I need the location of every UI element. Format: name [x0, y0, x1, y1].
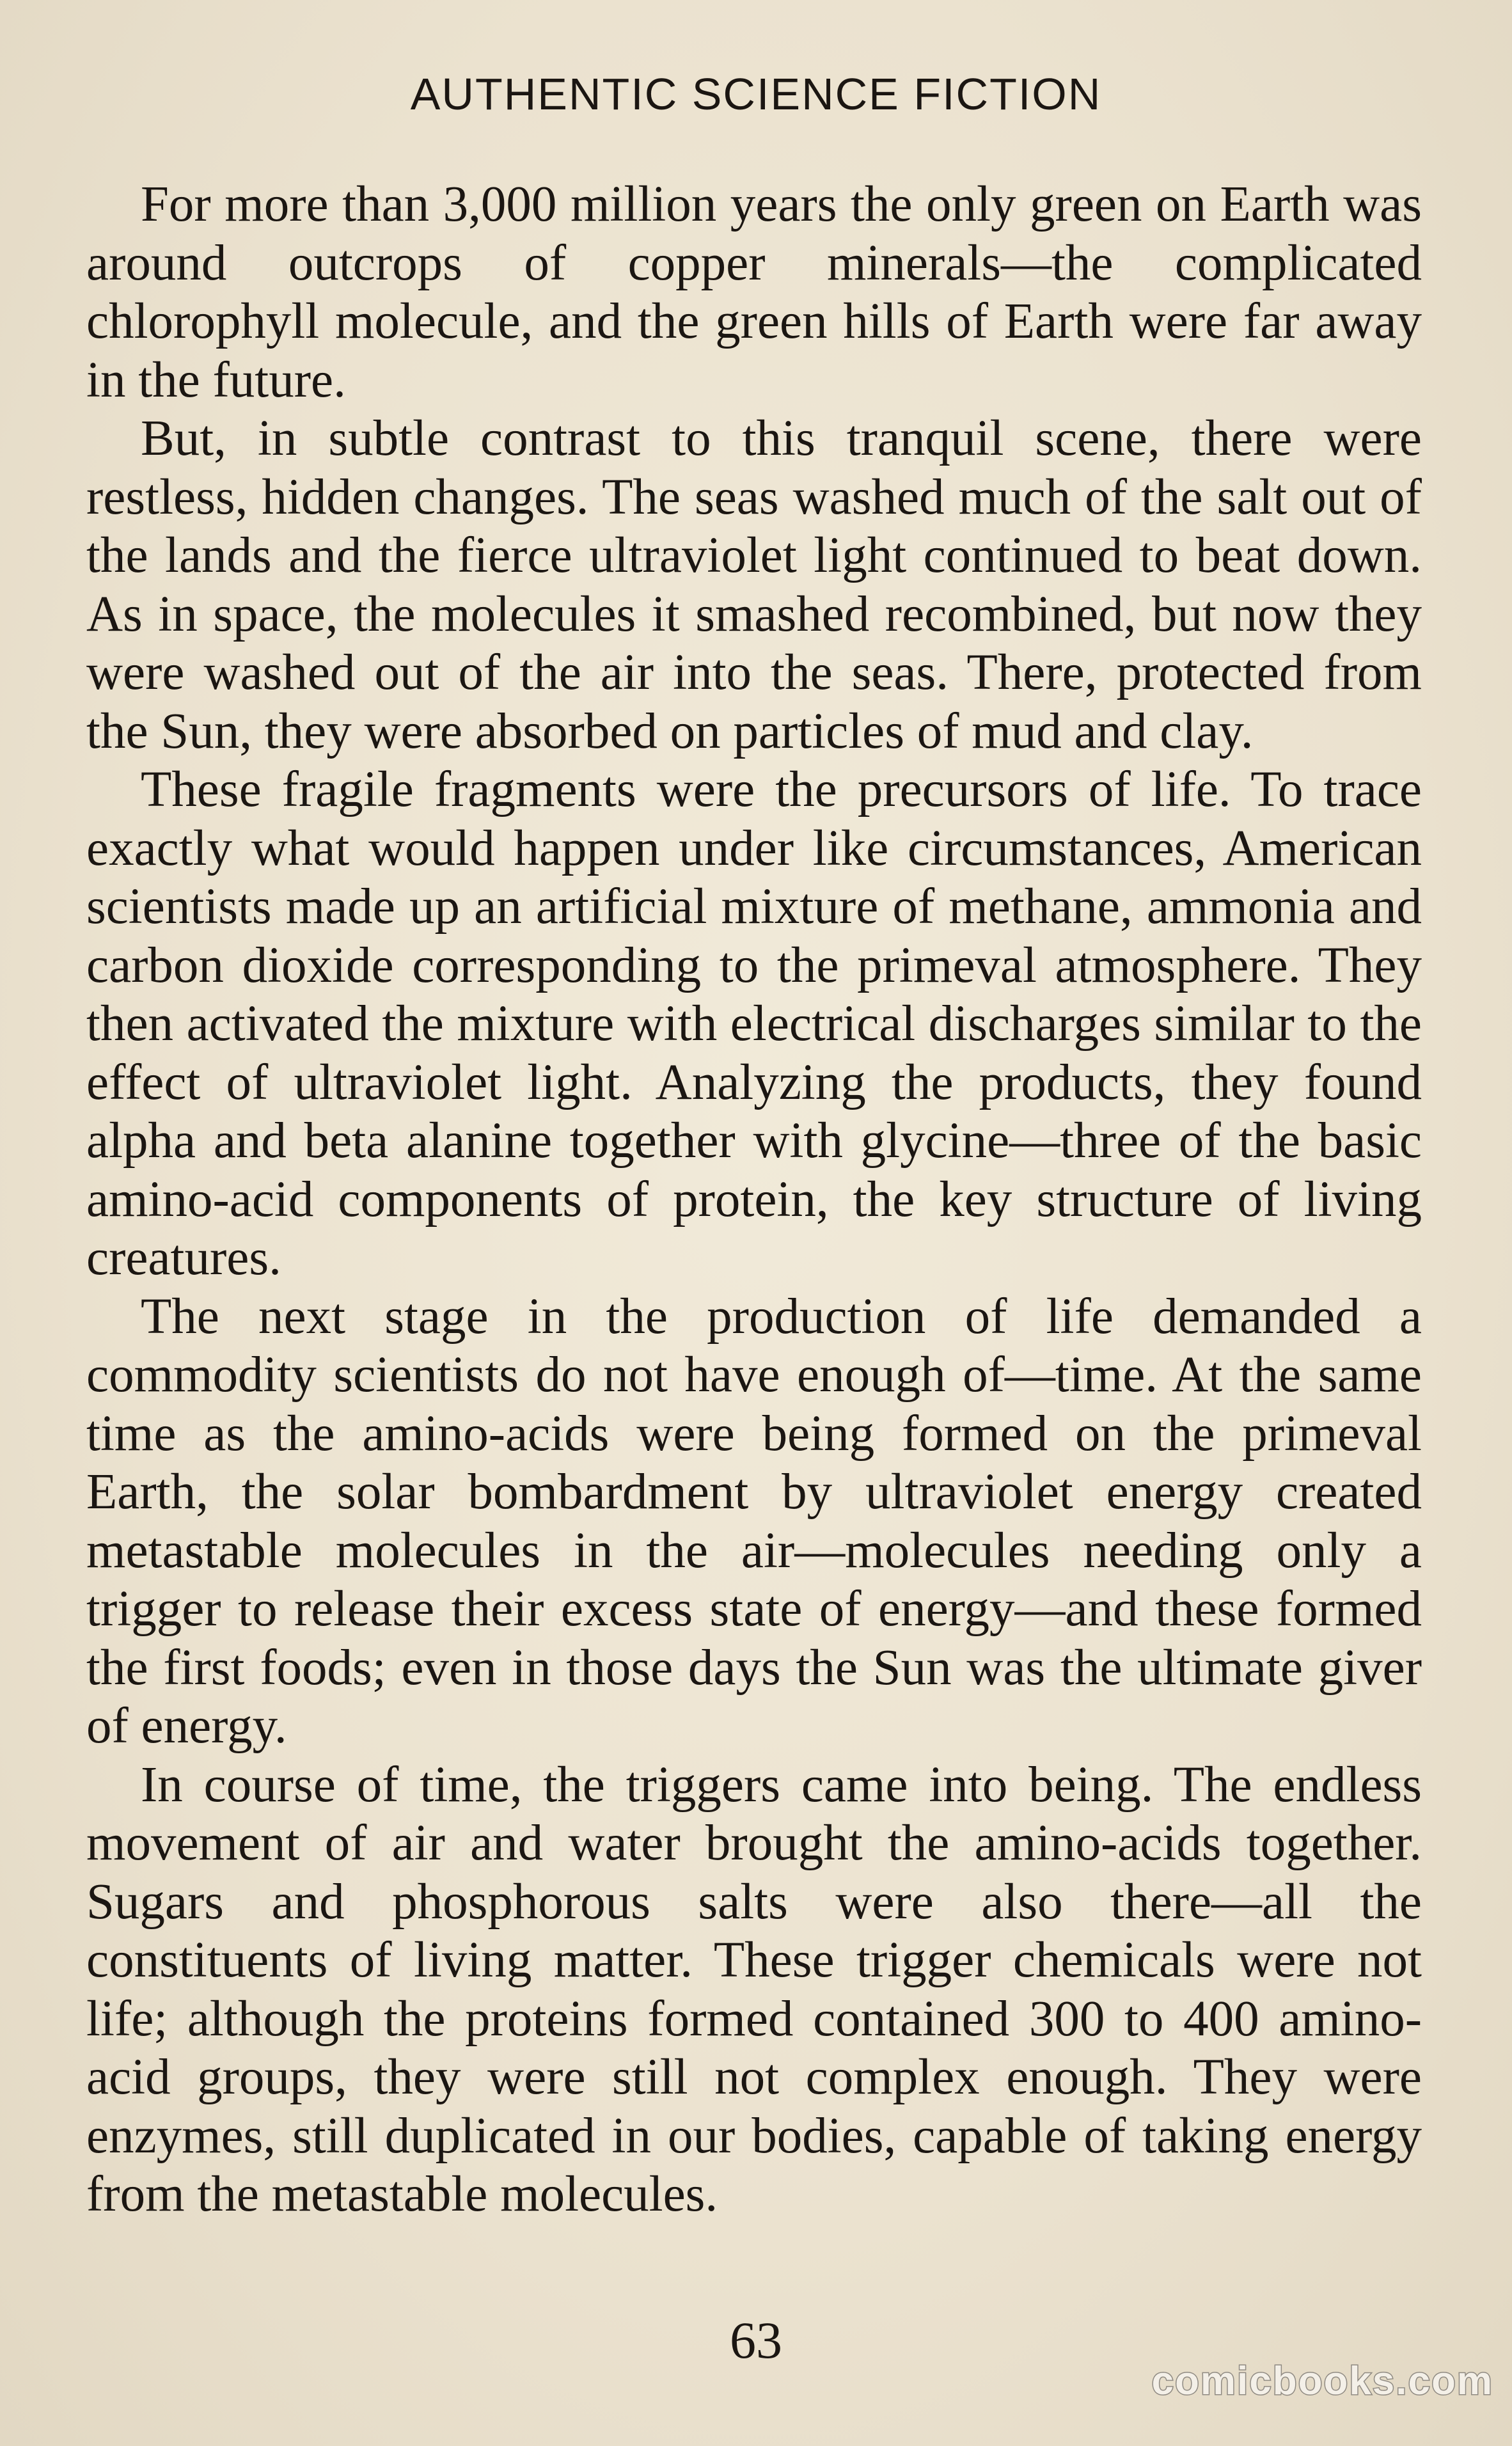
body-text	[86, 175, 1422, 2224]
paragraph-1: For more than 3,000 million years the only green on Earth was around outcrops of copper minerals—the complicated chlorophyll molecule, and the green hills of Earth were far away in the future.	[86, 177, 1422, 408]
paragraph-2: But, in subtle contrast to this tranquil scene, there were restless, hidden changes. The seas washed much of the salt out of the lands and the fierce ultraviolet light continued to beat down. As in space, the molecules it smashed recombined, but now they were washed out of the air into the seas. There, protected from the Sun, they were absorbed on particles of mud and clay.	[86, 411, 1422, 759]
paragraph-3: These fragile fragments were the precursors of life. To trace exactly what would happen under like circumstances, American scientists made up an artificial mixture of methane, ammonia and carbon dioxide corresponding to the primeval atmosphere. They then activated the mixture with electrical discharges similar to the effect of ultraviolet light. Analyzing the products, they found alpha and beta alanine together with glycine—three of the basic amino-acid components of protein, the key structure of living creatures.	[86, 762, 1422, 1286]
paragraph-4: The next stage in the production of life demanded a commodity scientists do not have enough of—time. At the same time as the amino-acids were being formed on the primeval Earth, the solar bombardment by ultraviolet energy created metastable molecules in the air—molecules needing only a trigger to release their excess state of energy—and these formed the first foods; even in those days the Sun was the ultimate giver of energy.	[86, 1288, 1422, 1754]
running-header: AUTHENTIC SCIENCE FICTION	[410, 69, 1102, 119]
watermark-logo: comicbooks.com	[1151, 2359, 1493, 2403]
page-number: 63	[730, 2311, 782, 2369]
paragraph-5: In course of time, the triggers came into being. The endless movement of air and water brought the amino-acids together. Sugars and phosphorous salts were also there—all the constituents of living matter. These trigger chemicals were not life; although the proteins formed contained 300 to 400 amino-acid groups, they were still not complex enough. They were enzymes, still duplicated in our bodies, capable of taking energy from the metastable molecules.	[86, 1756, 1422, 2222]
